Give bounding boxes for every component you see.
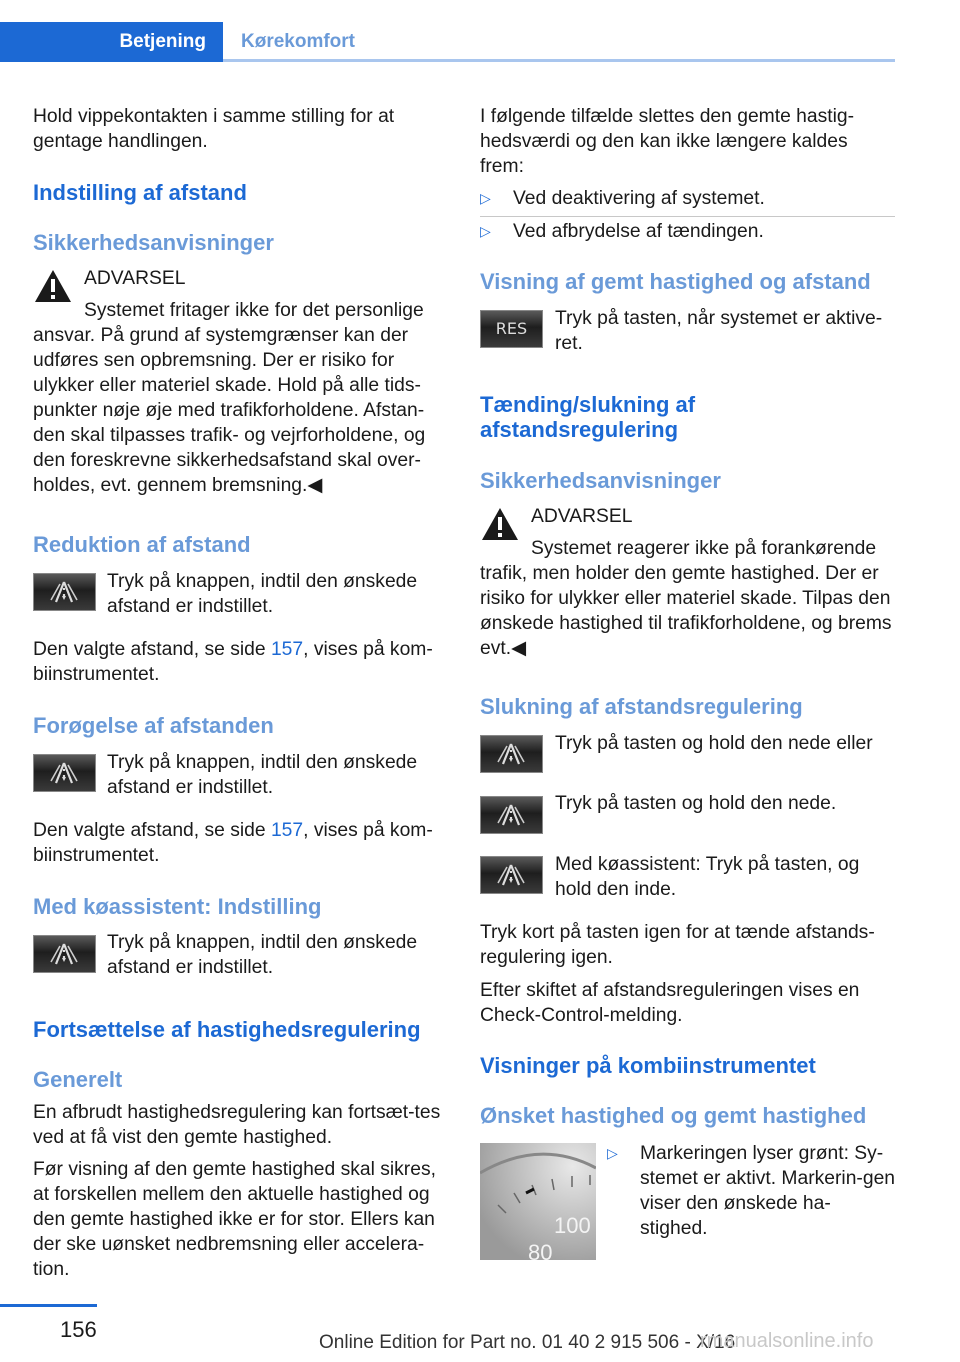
subsection-heading: Visning af gemt hastighed og afstand (480, 269, 871, 294)
paragraph: En afbrudt hastighedsregulering kan fortsæt-tes ved at få vist den gemte hastighed. (33, 1102, 441, 1148)
speedometer-image (480, 1143, 596, 1260)
paragraph (33, 637, 451, 687)
text: , vises på kom-biinstrumentet. (33, 820, 433, 866)
distance-button-image (33, 935, 96, 973)
edition-text: Online Edition for Part no. 01 40 2 915 506 - X/16 (319, 1332, 736, 1353)
divider (480, 216, 895, 217)
distance-button-image (480, 735, 543, 773)
instruction-text: Tryk på tasten, når systemet er aktive-ret. (555, 308, 883, 354)
paragraph: Før visning af den gemte hastighed skal sikres, at forskellen mellem den aktuelle hastighed og den gemte hastighed ikke er for stor. Ellers kan der ske uønsket nedbremsning eller accelera-tion. (33, 1159, 436, 1280)
list-item-text: Markeringen lyser grønt: Sy-stemet er aktivt. Markerin-gen viser den ønskede ha-stighed. (640, 1143, 896, 1239)
triangle-bullet-icon: ▷ (480, 223, 491, 239)
warning-text: trafik, men holder den gemte hastighed. Der er risiko for ulykker eller materiel skade. Tilpas den ønskede hastighed til trafikforholdene, og brems evt.◀ (480, 563, 892, 659)
paragraph (33, 818, 451, 868)
subsection-heading: Med køassistent: Indstilling (33, 894, 322, 919)
text: Den valgte afstand, se side (33, 820, 271, 841)
subsection-heading: Reduktion af afstand (33, 532, 251, 557)
instruction-text: Tryk på tasten og hold den nede eller (555, 733, 873, 754)
paragraph: Tryk kort på tasten igen for at tænde afstands-regulering igen. (480, 922, 875, 968)
instruction-text: Tryk på tasten og hold den nede. (555, 793, 837, 814)
page-link[interactable]: 157 (270, 639, 304, 660)
paragraph: I følgende tilfælde slettes den gemte hastig-hedsværdi og den kan ikke længere kaldes frem: (480, 106, 855, 177)
distance-button-image (480, 856, 543, 894)
gauge-label: 80 (528, 1240, 553, 1260)
list-item-text: Ved afbrydelse af tændingen. (513, 221, 764, 242)
instruction-text: Med køassistent: Tryk på tasten, og hold den inde. (555, 854, 860, 900)
subsection-heading: Ønsket hastighed og gemt hastighed (480, 1103, 867, 1128)
warning-icon (33, 268, 73, 304)
text: Den valgte afstand, se side (33, 639, 271, 660)
triangle-bullet-icon: ▷ (480, 190, 491, 206)
page-link[interactable]: 157 (270, 820, 304, 841)
warning-title: ADVARSEL (84, 268, 186, 289)
subsection-heading: Sikkerhedsanvisninger (33, 230, 274, 255)
warning-icon (480, 506, 520, 542)
subsection-heading: Generelt (33, 1067, 123, 1092)
instruction-text: Tryk på knappen, indtil den ønskede afstand er indstillet. (107, 752, 418, 798)
distance-button-image (33, 573, 96, 611)
section-heading: Tænding/slukning af afstandsregulering (480, 392, 696, 442)
text: , vises på kom-biinstrumentet. (33, 639, 433, 685)
triangle-bullet-icon: ▷ (607, 1145, 618, 1161)
warning-title: ADVARSEL (531, 506, 633, 527)
watermark: rmanualsonline.info (700, 1330, 874, 1352)
subsection-heading: Slukning af afstandsregulering (480, 694, 803, 719)
res-button-image (480, 310, 543, 348)
page-number: 156 (60, 1317, 97, 1342)
tab-korekomfort[interactable]: Kørekomfort (223, 22, 895, 62)
distance-button-image (33, 754, 96, 792)
list-item-text: Ved deaktivering af systemet. (513, 188, 765, 209)
res-label: RES (495, 319, 528, 338)
paragraph: Hold vippekontakten i samme stilling for at gentage handlingen. (33, 106, 395, 152)
gauge-label: 100 (554, 1213, 591, 1238)
instruction-text: Tryk på knappen, indtil den ønskede afstand er indstillet. (107, 571, 418, 617)
chapter-tabs (0, 22, 895, 62)
warning-first-line: Systemet fritager ikke for det personlige (84, 300, 424, 321)
footer-rule (0, 1304, 97, 1307)
warning-text: ansvar. På grund af systemgrænser kan der udføres sen opbremsning. Der er risiko for ulykker eller materiel skade. Hold på alle tids-punkter nøje øje med trafikforholdene. Afstan-den skal tilpasses trafik- og vejrforholdene, og den foreskrevne sikkerhedsafstand skal over-holdes, evt. gennem bremsning.◀ (33, 325, 426, 496)
warning-first-line: Systemet reagerer ikke på forankørende (531, 538, 877, 559)
tab-betjening[interactable]: Betjening (0, 22, 223, 62)
section-heading: Indstilling af afstand (33, 180, 247, 205)
subsection-heading: Forøgelse af afstanden (33, 713, 274, 738)
distance-button-image (480, 796, 543, 834)
section-heading: Visninger på kombiinstrumentet (480, 1053, 816, 1078)
section-heading: Fortsættelse af hastighedsregulering (33, 1017, 421, 1042)
instruction-text: Tryk på knappen, indtil den ønskede afstand er indstillet. (107, 932, 418, 978)
subsection-heading: Sikkerhedsanvisninger (480, 468, 721, 493)
paragraph: Efter skiftet af afstandsreguleringen vises en Check-Control-melding. (480, 980, 860, 1026)
